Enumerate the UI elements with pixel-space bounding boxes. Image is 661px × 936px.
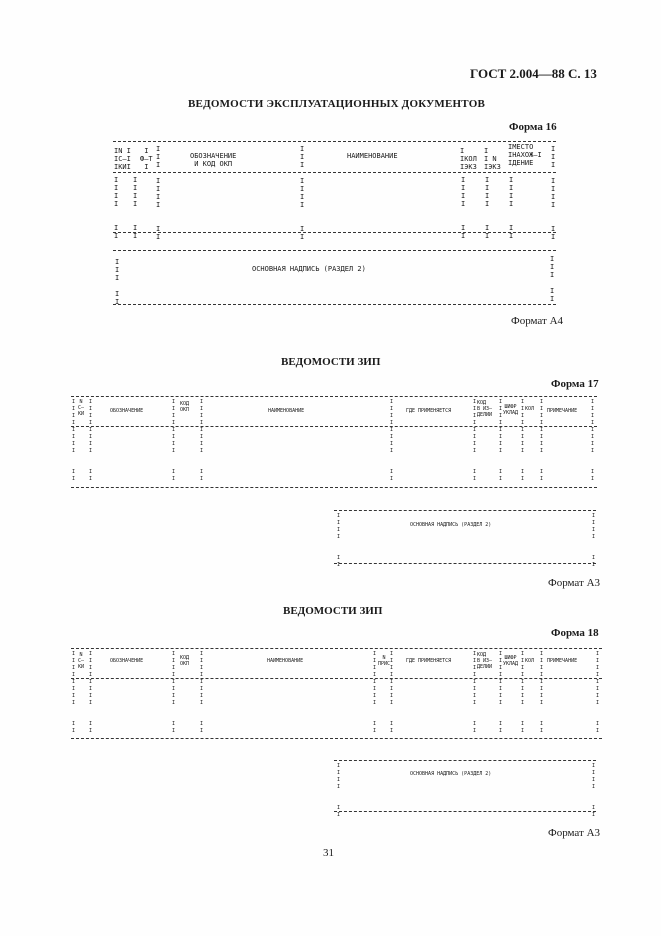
column-header: КОД ОКП	[180, 401, 190, 413]
format-label: Формат А3	[548, 577, 601, 589]
section-title: ВЕДОМОСТИ ЗИП	[283, 605, 383, 617]
column-header: I I N IЭКЗ	[484, 147, 501, 171]
column-header: ГДЕ ПРИМЕНЯЕТСЯ	[406, 658, 452, 664]
column-header: N ПРИС	[378, 655, 391, 667]
column-header: КОД ОКП	[180, 655, 190, 667]
column-header: ОБОЗНАЧЕНИЕ	[110, 408, 144, 414]
stamp-text: ОСНОВНАЯ НАДПИСЬ (РАЗДЕЛ 2)	[410, 522, 492, 528]
form-label: Форма 16	[509, 121, 557, 133]
stamp-text: ОСНОВНАЯ НАДПИСЬ (РАЗДЕЛ 2)	[252, 265, 366, 273]
column-header: N C— КИ	[78, 399, 85, 417]
column-header: НАИМЕНОВАНИЕ	[347, 152, 398, 160]
column-header: ПРИМЕЧАНИЕ	[547, 658, 578, 664]
form-label: Форма 17	[551, 378, 599, 390]
column-header: ШИФР УКЛАД	[503, 404, 519, 416]
column-header: N C— КИ	[78, 652, 85, 670]
column-header: IN I IC—I IКИI	[114, 147, 131, 171]
column-header: ПРИМЕЧАНИЕ	[547, 408, 578, 414]
page-number: 31	[323, 847, 334, 859]
page-header: ГОСТ 2.004—88 С. 13	[470, 66, 597, 81]
column-header: ОБОЗНАЧЕНИЕ	[110, 658, 144, 664]
section-title: ВЕДОМОСТИ ЗИП	[281, 356, 381, 368]
column-header: КОД В ИЗ— ДЕЛИИ	[477, 400, 493, 418]
column-header: ГДЕ ПРИМЕНЯЕТСЯ	[406, 408, 452, 414]
stamp-text: ОСНОВНАЯ НАДПИСЬ (РАЗДЕЛ 2)	[410, 771, 492, 777]
column-header: КОЛ	[525, 406, 535, 412]
column-header: ОБОЗНАЧЕНИЕ И КОД ОКП	[190, 152, 237, 168]
column-header: НАИМЕНОВАНИЕ	[267, 658, 304, 664]
column-header: НАИМЕНОВАНИЕ	[268, 408, 305, 414]
column-header: I Ф—T I	[140, 147, 153, 171]
format-label: Формат А3	[548, 827, 601, 839]
column-header: КОД В ИЗ— ДЕЛИИ	[477, 652, 493, 670]
format-label: Формат А4	[511, 315, 564, 327]
column-header: IМЕСТО IНАХОЖ—I IДЕНИЕ	[508, 143, 542, 167]
form-label: Форма 18	[551, 627, 599, 639]
column-header: I IКОЛ IЭКЗ	[460, 147, 477, 171]
column-header: КОЛ	[525, 658, 535, 664]
section-title: ВЕДОМОСТИ ЭКСПЛУАТАЦИОННЫХ ДОКУМЕНТОВ	[188, 98, 485, 110]
column-header: ШИФР УКЛАД	[503, 655, 519, 667]
